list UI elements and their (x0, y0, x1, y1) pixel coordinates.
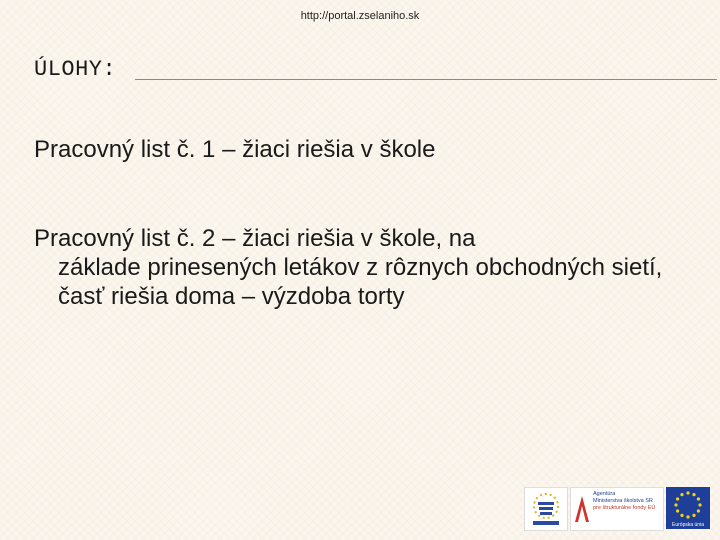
agency-line-1: Agentúra (593, 491, 616, 497)
agency-line-3: pre štrukturálne fondy EÚ (593, 505, 656, 511)
task-item-2-continuation: základe prinesených letákov z rôznych obchodných sietí, časť riešia doma – výzdoba torty (58, 254, 663, 310)
eu-flag-logo (666, 487, 710, 529)
school-emblem-icon (525, 488, 567, 530)
eu-stars-icon (666, 487, 710, 529)
eu-caption: Európska únia (672, 522, 704, 528)
agency-logo (570, 487, 664, 531)
task-item-2 (34, 224, 694, 311)
source-url[interactable]: http://portal.zselaniho.sk (300, 10, 420, 22)
agency-text (593, 491, 655, 512)
title-underline (135, 79, 717, 80)
slide-title: ÚLOHY: (34, 57, 117, 82)
task-item-2-first-line: Pracovný list č. 2 – žiaci riešia v škole, na (34, 225, 476, 252)
agency-line-2: Ministerstva školstva SR (593, 498, 653, 504)
task-item-1: Pracovný list č. 1 – žiaci riešia v škole (34, 136, 436, 163)
school-logo (524, 487, 568, 531)
agency-emblem-icon (572, 488, 592, 530)
